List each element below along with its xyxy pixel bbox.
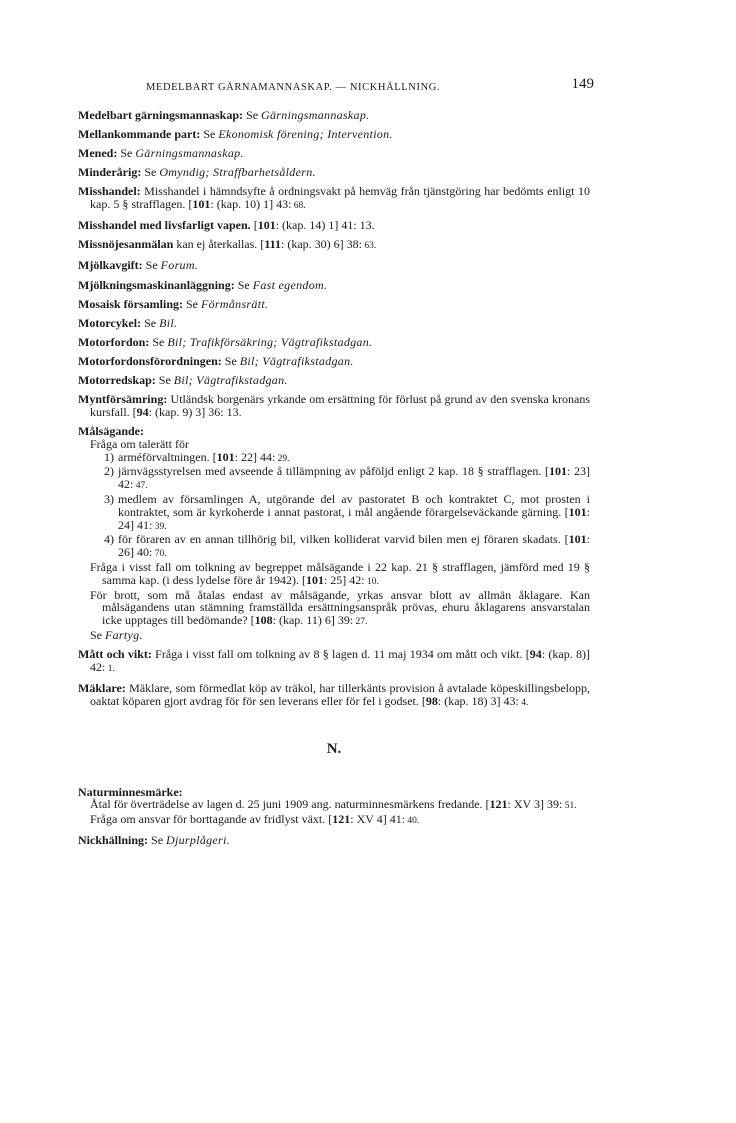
entry-medelbart: Medelbart gärningsmannaskap: Se Gärningsmannaskap. — [78, 108, 370, 122]
entry-malsagande — [78, 425, 590, 642]
running-title: MEDELBART GÄRNAMANNASKAP. — NICKHÄLLNING. — [146, 82, 441, 93]
entry-minderarig: Minderårig: Se Omyndig; Straffbarhetsåldern. — [78, 165, 316, 180]
entry-motorfordon: Motorfordon: Se Bil; Trafikförsäkring; Vägtrafikstadgan. — [78, 334, 373, 349]
list-item: 2) järnvägsstyrelsen med avseende å tillämpning av påföljd enligt 2 kap. 18 § strafflagen. [101: 23] 42: 47. — [104, 464, 590, 492]
malsagande-see-also: Se Fartyg. — [90, 627, 143, 642]
entry-maklare: Mäklare: Mäklare, som förmedlat köp av träkol, har tillerkänts provision å avtalade köpeskillingsbelopp, oaktat köparen gjort avdrag för för sen leverans eller för fel i godset. [98: (kap. 18) 3] 43: 4. — [78, 680, 590, 708]
entry-nickhallning: Nickhällning: Se Djurplågeri. — [78, 833, 230, 848]
document-page — [78, 72, 594, 853]
entry-naturminnesmarke — [78, 786, 590, 828]
entry-mened: Mened: Se Gärningsmannaskap. — [78, 146, 244, 161]
entry-myntforsamring: Myntförsämring: Utländsk borgenärs yrkande om ersättning för förlust på grund av den svenska kronans kursfall. [94: (kap. 9) 3] 36: 13. — [78, 392, 590, 419]
naturminnesmarke-paragraph: Fråga om ansvar för borttagande av fridlyst växt. [121: XV 4] 41: 40. — [90, 812, 420, 827]
entry-motorredskap: Motorredskap: Se Bil; Vägtrafikstadgan. — [78, 373, 288, 388]
section-letter: N. — [326, 740, 342, 757]
entry-mosaisk-forsamling: Mosaisk församling: Se Förmånsrätt. — [78, 296, 269, 311]
entry-term: Målsägande: — [78, 424, 144, 438]
entry-misshandel: Misshandel: Misshandel i hämndsyfte å ordningsvakt på hemväg från tjänstgöring har bedömts enligt 10 kap. 5 § strafflagen. [101: (kap. 10) 1] 43: 68. — [78, 184, 590, 212]
list-item: 4) för föraren av en annan tillhörig bil, vilken kolliderat varvid bilen men ej föraren skadats. [101: 26] 40: 70. — [104, 532, 590, 560]
entry-term: Naturminnesmärke: — [78, 784, 183, 799]
entry-mjolkavgift: Mjölkavgift: Se Forum. — [78, 258, 199, 273]
list-item: 3) medlem av församlingen A, utgörande del av pastoratet B och kontraktet C, mot prosten i kontraktet, som är kyrkoherde i annat pastorat, i mål angående förargelseväckande gärning. [101: 24] 41: 39. — [104, 491, 590, 532]
entry-motorfordonsforordningen: Motorfordonsförordningen: Se Bil; Vägtrafikstadgan. — [78, 353, 354, 368]
entry-mellankommande-part: Mellankommande part: Se Ekonomisk förening; Intervention. — [78, 127, 393, 142]
entry-mjolkningsmaskin: Mjölkningsmaskinanläggning: Se Fast egendom. — [78, 277, 328, 292]
running-head — [78, 72, 594, 100]
entry-missnojesanmalan: Missnöjesanmälan kan ej återkallas. [111: (kap. 30) 6] 38: 63. — [78, 237, 377, 252]
malsagande-paragraph: Fråga i visst fall om tolkning av begreppet målsägande i 22 kap. 21 § strafflagen, jämförd med 19 § samma kap. (i dess lydelse före år 1942). [101: 25] 42: 10. — [90, 559, 590, 587]
list-item: 1) arméförvaltningen. [101: 22] 44: 29. — [104, 449, 290, 464]
malsagande-intro: Fråga om talerätt för — [90, 436, 189, 451]
entry-motorcykel: Motorcykel: Se Bil. — [78, 315, 178, 330]
malsagande-paragraph: För brott, som må åtalas endast av målsägande, yrkas ansvar blott av allmän åklagare. Kan målsägandens utan stämning framställda ersättningsanspråk prövas, ehuru åklagarens ansvarstalan icke upptages till bedömande? [108: (kap. 11) 6] 39: 27. — [90, 587, 590, 628]
entry-misshandel-vapen: Misshandel med livsfarligt vapen. [101: (kap. 14) 1] 41: 13. — [78, 218, 375, 233]
naturminnesmarke-paragraph: Åtal för överträdelse av lagen d. 25 juni 1909 ang. naturminnesmärkens fredande. [121: XV 3] 39: 51. — [90, 797, 577, 812]
entry-matt-och-vikt: Mått och vikt: Fråga i visst fall om tolkning av 8 § lagen d. 11 maj 1934 om mått och vikt. [94: (kap. 8)] 42: 1. — [78, 647, 590, 674]
page-number: 149 — [571, 76, 594, 92]
